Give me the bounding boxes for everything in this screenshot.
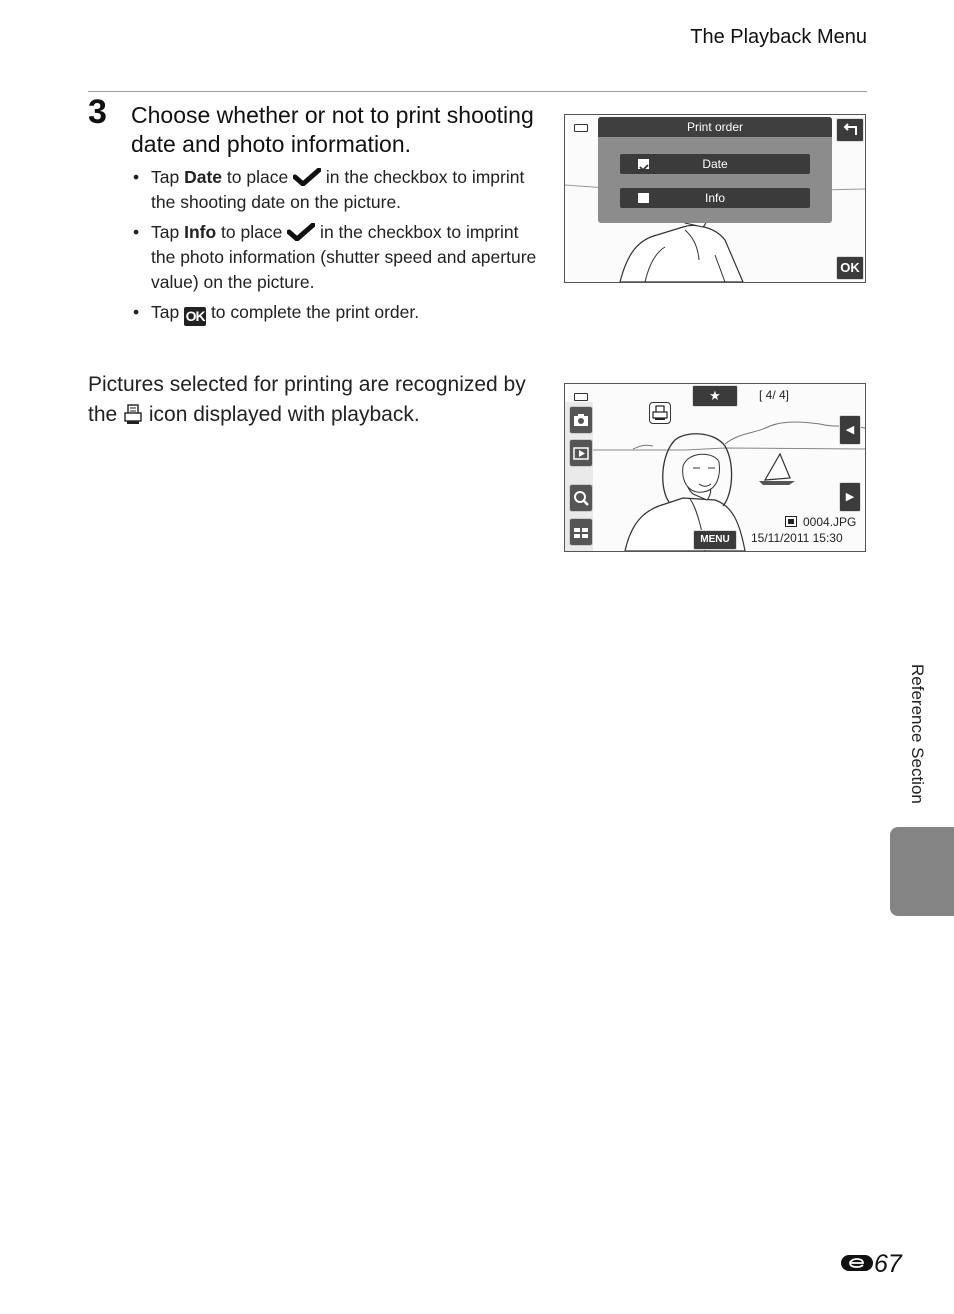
bullet-info-bold: Info (184, 222, 217, 242)
playback-note-pre: Pictures selected for printing are recognized by the (88, 373, 526, 426)
step-number: 3 (88, 93, 107, 131)
back-arrow-icon (837, 119, 863, 141)
dialog-title: Print order (598, 117, 832, 137)
bullet-date (131, 165, 541, 215)
date-checkbox-icon[interactable] (638, 159, 649, 169)
thumbnail-button[interactable] (569, 518, 593, 546)
print-order-dialog (598, 117, 832, 223)
battery-icon (574, 124, 588, 132)
print-order-icon (650, 403, 670, 423)
date-option-label: Date (702, 157, 728, 171)
print-order-screen (564, 114, 866, 283)
bullet-ok-pre: Tap (151, 302, 185, 322)
date-option[interactable] (620, 154, 810, 174)
page-number-text: 67 (874, 1250, 902, 1278)
file-name: 0004.JPG (803, 515, 857, 529)
zoom-button[interactable] (569, 484, 593, 512)
magnifier-icon (570, 485, 592, 511)
previous-image-button[interactable] (839, 415, 861, 445)
playback-note (88, 370, 528, 430)
section-header: The Playback Menu (690, 26, 867, 48)
thumbnail-grid-icon (570, 519, 592, 545)
favorite-button[interactable]: ★ (692, 385, 738, 407)
playback-note-post: icon displayed with playback. (143, 403, 420, 426)
menu-button[interactable]: MENU (693, 530, 737, 550)
camera-icon (570, 407, 592, 433)
bullet-ok-post: to complete the print order. (206, 302, 420, 322)
info-option-label: Info (704, 191, 725, 205)
file-name-row (785, 515, 856, 529)
header-rule (88, 91, 867, 92)
image-counter: [ 4/ 4] (759, 388, 790, 402)
playback-screen (564, 383, 866, 552)
step-heading: Choose whether or not to print shooting date and photo information. (131, 102, 534, 157)
battery-icon (574, 393, 588, 401)
bullet-date-post: in the checkbox to imprint the shooting date on the picture. (151, 167, 525, 212)
bullet-info-mid: to place (216, 222, 288, 242)
page-number (840, 1250, 902, 1279)
bullet-date-bold: Date (184, 167, 223, 187)
section-tab (890, 827, 954, 916)
info-checkbox-icon[interactable] (638, 193, 649, 203)
chevron-right-icon: ▶ (845, 491, 855, 503)
back-button[interactable] (836, 118, 864, 142)
print-order-indicator (649, 402, 671, 424)
bullet-ok (131, 300, 541, 326)
reference-section-icon (840, 1252, 874, 1274)
capture-datetime: 15/11/2011 15:30 (751, 531, 843, 545)
checkmark-icon (287, 223, 315, 241)
next-image-button[interactable] (839, 482, 861, 512)
bullet-info (131, 220, 541, 295)
bullet-info-post: in the checkbox to imprint the photo information (shutter speed and aperture value) on the picture. (151, 222, 537, 292)
print-order-icon (123, 403, 143, 425)
info-option[interactable] (620, 188, 810, 208)
checkmark-icon (293, 168, 321, 186)
ok-button[interactable]: OK (836, 256, 864, 280)
playback-mode-button[interactable] (569, 439, 593, 467)
playback-icon (570, 440, 592, 466)
chevron-left-icon: ◀ (845, 424, 855, 436)
side-tab-label: Reference Section (908, 664, 927, 804)
camera-mode-button[interactable] (569, 406, 593, 434)
bullet-date-mid: to place (222, 167, 294, 187)
ok-icon: OK (185, 308, 205, 324)
bullet-date-pre: Tap (151, 167, 185, 187)
step-bullets (131, 165, 541, 331)
bullet-info-pre: Tap (151, 222, 185, 242)
image-size-icon (785, 516, 797, 527)
